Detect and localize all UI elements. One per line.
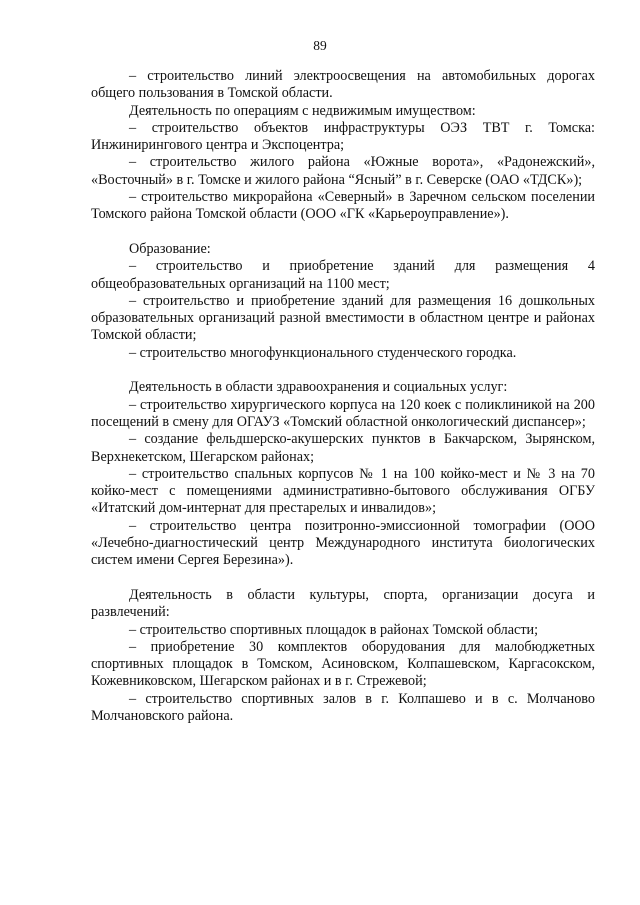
list-item: – строительство многофункционального студенческого городка. [129, 344, 517, 361]
list-item: Деятельность в области культуры, спорта, организации досуга и развлечений: [91, 586, 595, 621]
list-item: – приобретение 30 комплектов оборудования для малобюджетных спортивных площадок в Томском, Асиновском, Колпашевском, Каргасокском, Кожевниковском, Шегарском районах и в г. Стрежевой; [91, 638, 595, 690]
list-item: – строительство центра позитронно-эмиссионной томографии (ООО «Лечебно-диагностический центр Международного института биологических систем имени Сергея Березина»). [91, 517, 595, 569]
list-item: – строительство спальных корпусов № 1 на 100 койко-мест и № 3 на 70 койко-мест с помещениями административно-бытового обслуживания ОГБУ «Итатский дом-интернат для престарелых и инвалидов»; [91, 465, 595, 517]
list-item: – строительство и приобретение зданий для размещения 16 дошкольных образовательных организаций разной вместимости в областном центре и районах Томской области; [91, 292, 595, 344]
list-item: – строительство и приобретение зданий для размещения 4 общеобразовательных организаций на 1100 мест; [91, 258, 595, 292]
document-body [91, 68, 595, 725]
list-item: – строительство линий электроосвещения на автомобильных дорогах общего пользования в Томской области. [91, 68, 595, 102]
page-number: 89 [313, 38, 327, 53]
paragraph-spacer [91, 224, 595, 241]
paragraph-spacer [91, 362, 595, 379]
list-item: – создание фельдшерско-акушерских пунктов в Бакчарском, Зырянском, Верхнекетском, Шегарском районах; [91, 431, 595, 465]
list-item: – строительство спортивных залов в г. Колпашево и в с. Молчаново Молчановского района. [91, 690, 595, 724]
section-heading: Деятельность по операциям с недвижимым имуществом: [129, 102, 476, 119]
paragraph-spacer [91, 570, 595, 587]
list-item: – строительство жилого района «Южные ворота», «Радонежский», «Восточный» в г. Томске и жилого района “Ясный” в г. Северске (ОАО «ТДСК»); [91, 154, 595, 188]
list-item: – строительство хирургического корпуса на 120 коек с поликлиникой на 200 посещений в смену для ОГАУЗ «Томский областной онкологический диспансер»; [91, 396, 595, 430]
section-heading: Деятельность в области здравоохранения и социальных услуг: [129, 379, 508, 396]
section-heading: Образование: [129, 240, 211, 257]
list-item: – строительство объектов инфраструктуры ОЭЗ ТВТ г. Томска: Инжинирингового центра и Экспоцентра; [91, 119, 595, 154]
list-item: – строительство спортивных площадок в районах Томской области; [129, 621, 539, 638]
list-item: – строительство микрорайона «Северный» в Заречном сельском поселении Томского района Томской области (ООО «ГК «Карьероуправление»). [91, 189, 595, 223]
